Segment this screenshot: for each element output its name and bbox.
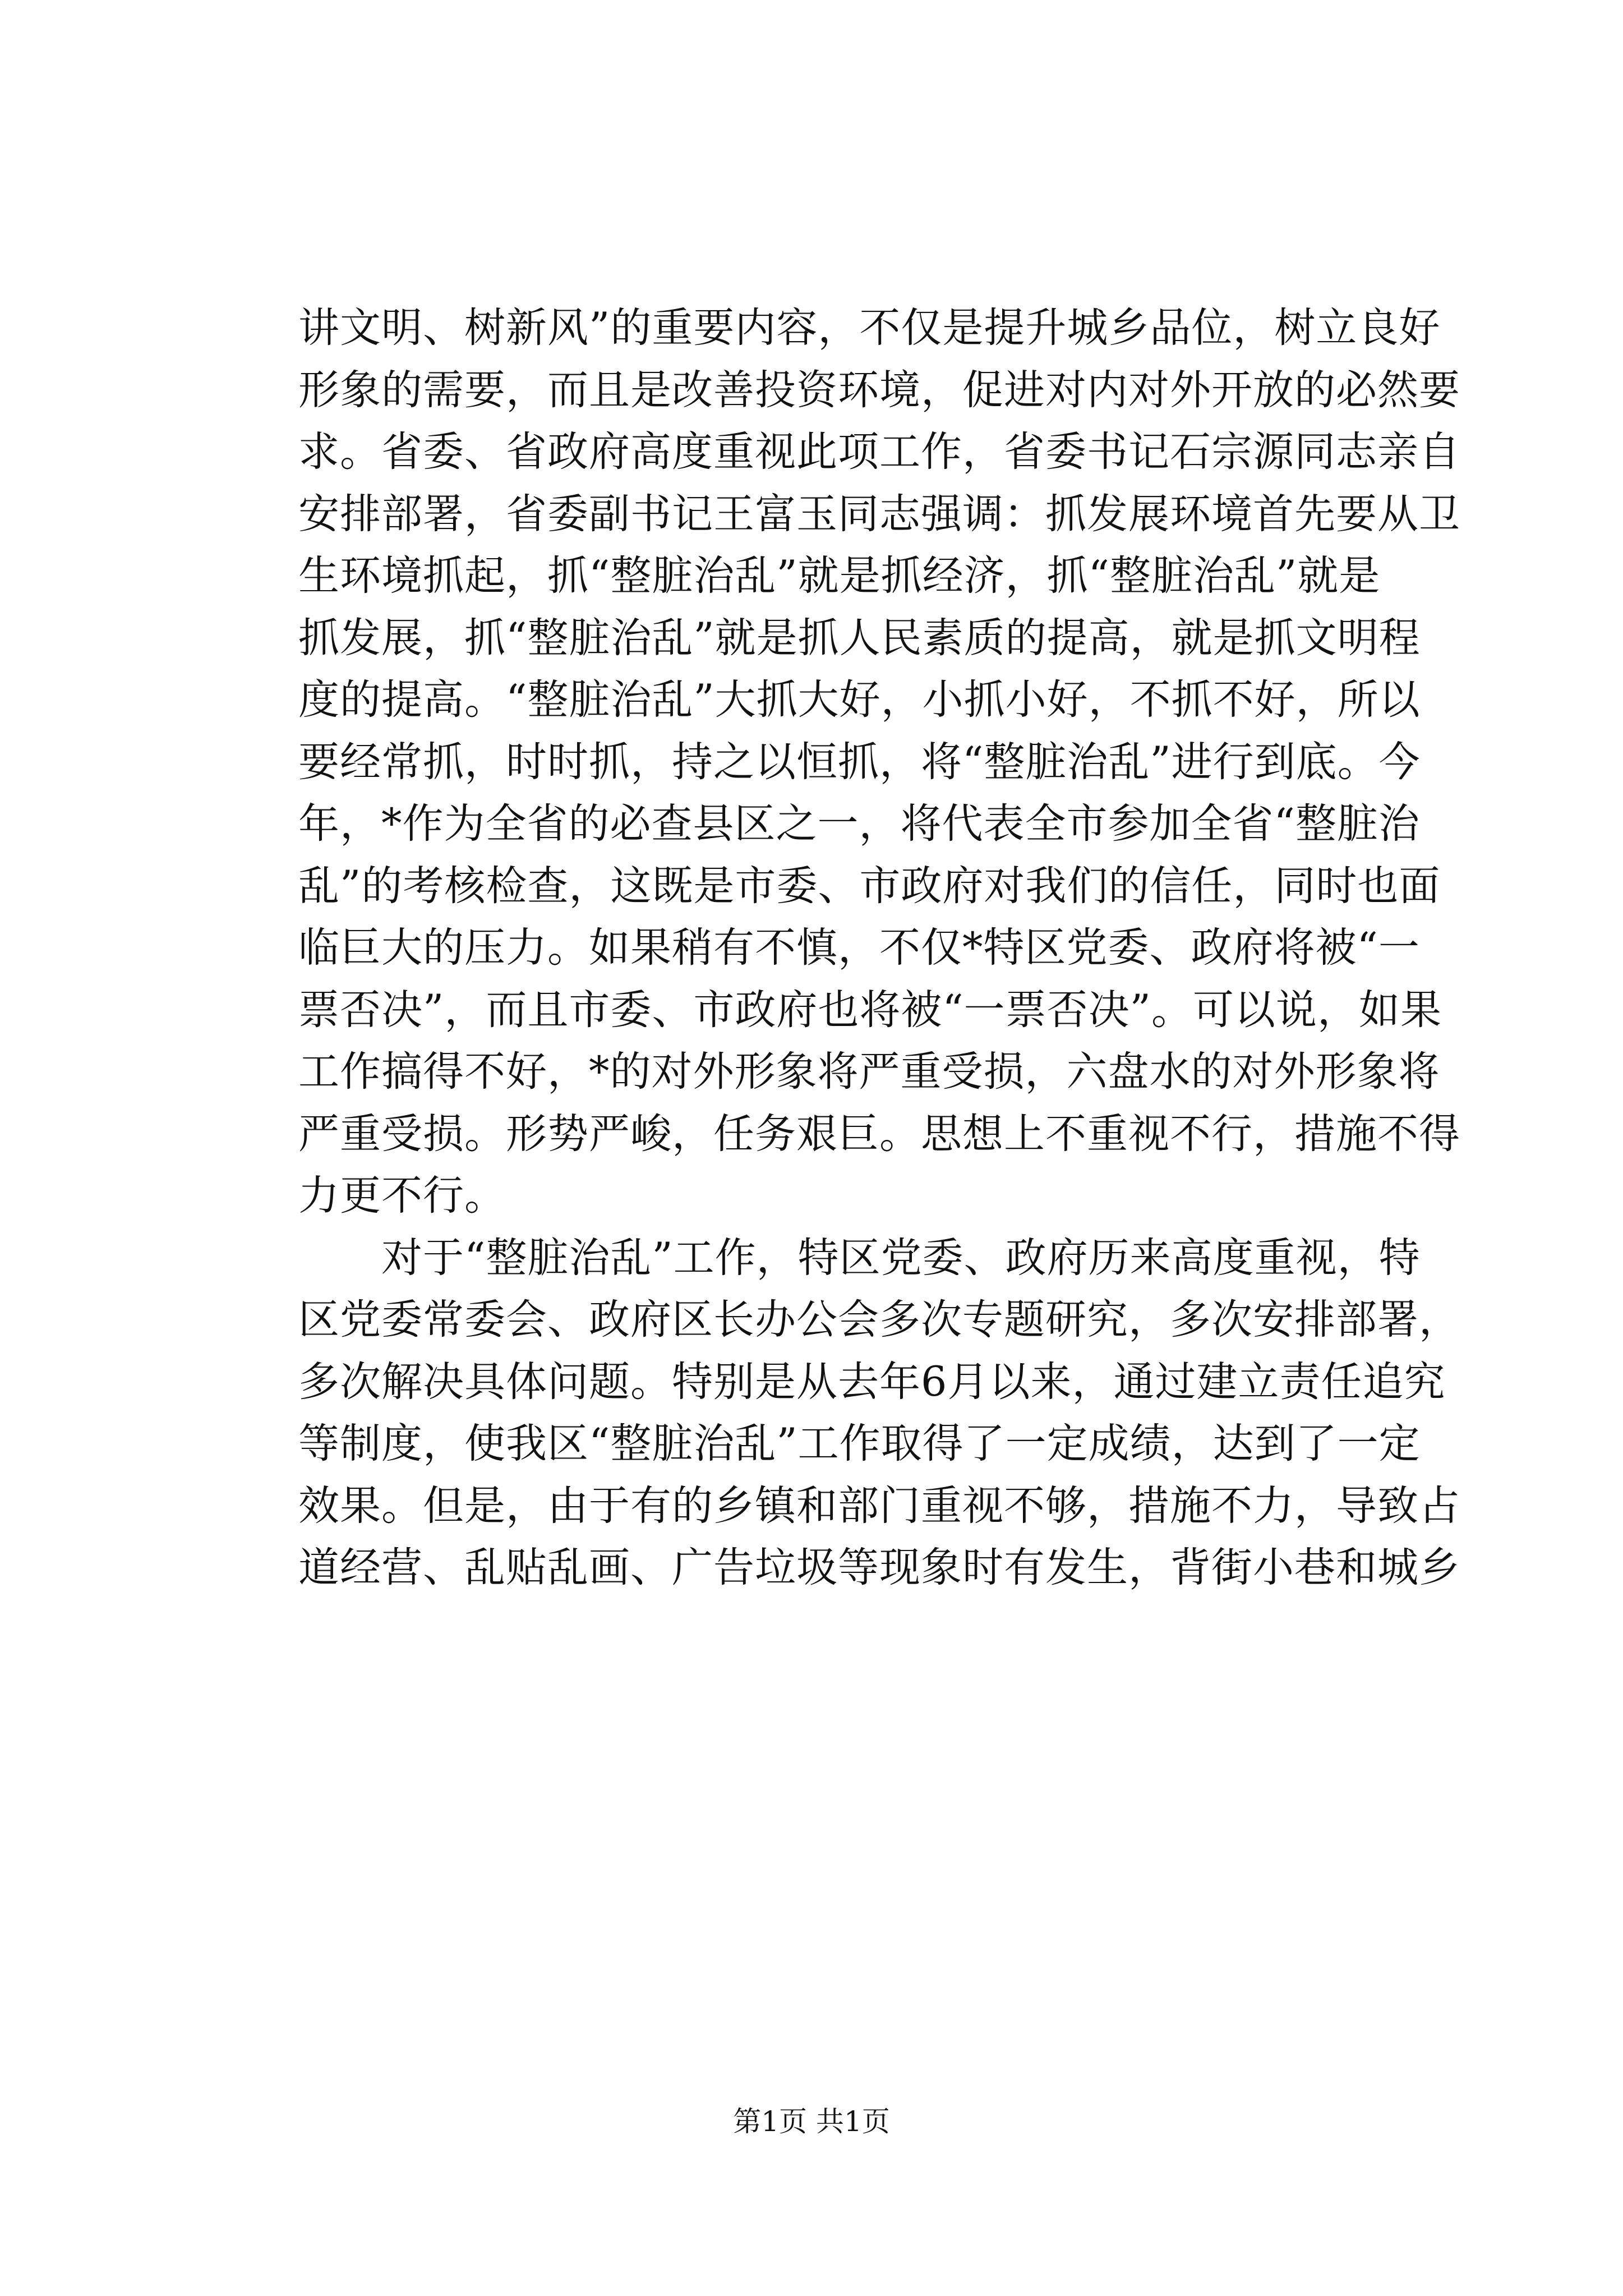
text-line: 生环境抓起，抓“整脏治乱”就是抓经济，抓“整脏治乱”就是 [298,552,1381,600]
text-line: 工作搞得不好，*的对外形象将严重受损，六盘水的对外形象将 [298,1048,1440,1096]
text-line: 要经常抓，时时抓，持之以恒抓，将“整脏治乱”进行到底。今 [298,738,1421,786]
text-line: 道经营、乱贴乱画、广告垃圾等现象时有发生，背街小巷和城乡 [298,1544,1460,1591]
text-line: 票否决”，而且市委、市政府也将被“一票否决”。可以说，如果 [298,986,1442,1034]
text-line: 严重受损。形势严峻，任务艰巨。思想上不重视不行，措施不得 [298,1110,1460,1158]
text-line: 乱”的考核检查，这既是市委、市政府对我们的信任，同时也面 [298,862,1441,910]
paragraph-start-line: 对于“整脏治乱”工作，特区党委、政府历来高度重视，特 [381,1234,1421,1282]
text-line: 等制度，使我区“整脏治乱”工作取得了一定成绩，达到了一定 [298,1420,1421,1467]
text-line: 效果。但是，由于有的乡镇和部门重视不够，措施不力，导致占 [298,1481,1460,1530]
text-line: 力更不行。 [298,1172,506,1220]
text-line: 讲文明、树新风”的重要内容，不仅是提升城乡品位，树立良好 [298,304,1441,352]
document-body [298,297,1460,1599]
text-line: 年，*作为全省的必查县区之一，将代表全市参加全省“整脏治 [298,800,1420,848]
text-line: 度的提高。“整脏治乱”大抓大好，小抓小好，不抓不好，所以 [298,676,1421,724]
text-line: 求。省委、省政府高度重视此项工作，省委书记石宗源同志亲自 [298,428,1460,476]
text-line: 抓发展，抓“整脏治乱”就是抓人民素质的提高，就是抓文明程 [298,614,1421,662]
text-line: 临巨大的压力。如果稍有不慎，不仅*特区党委、政府将被“一 [298,924,1420,972]
text-line: 安排部署，省委副书记王富玉同志强调：抓发展环境首先要从卫 [298,490,1460,538]
text-line: 区党委常委会、政府区长办公会多次专题研究，多次安排部署， [298,1296,1460,1343]
text-line: 多次解决具体问题。特别是从去年6月以来，通过建立责任追究 [298,1358,1446,1406]
page-footer: 第1页 共1页 [733,2105,890,2138]
text-line: 形象的需要，而且是改善投资环境，促进对内对外开放的必然要 [298,366,1460,414]
